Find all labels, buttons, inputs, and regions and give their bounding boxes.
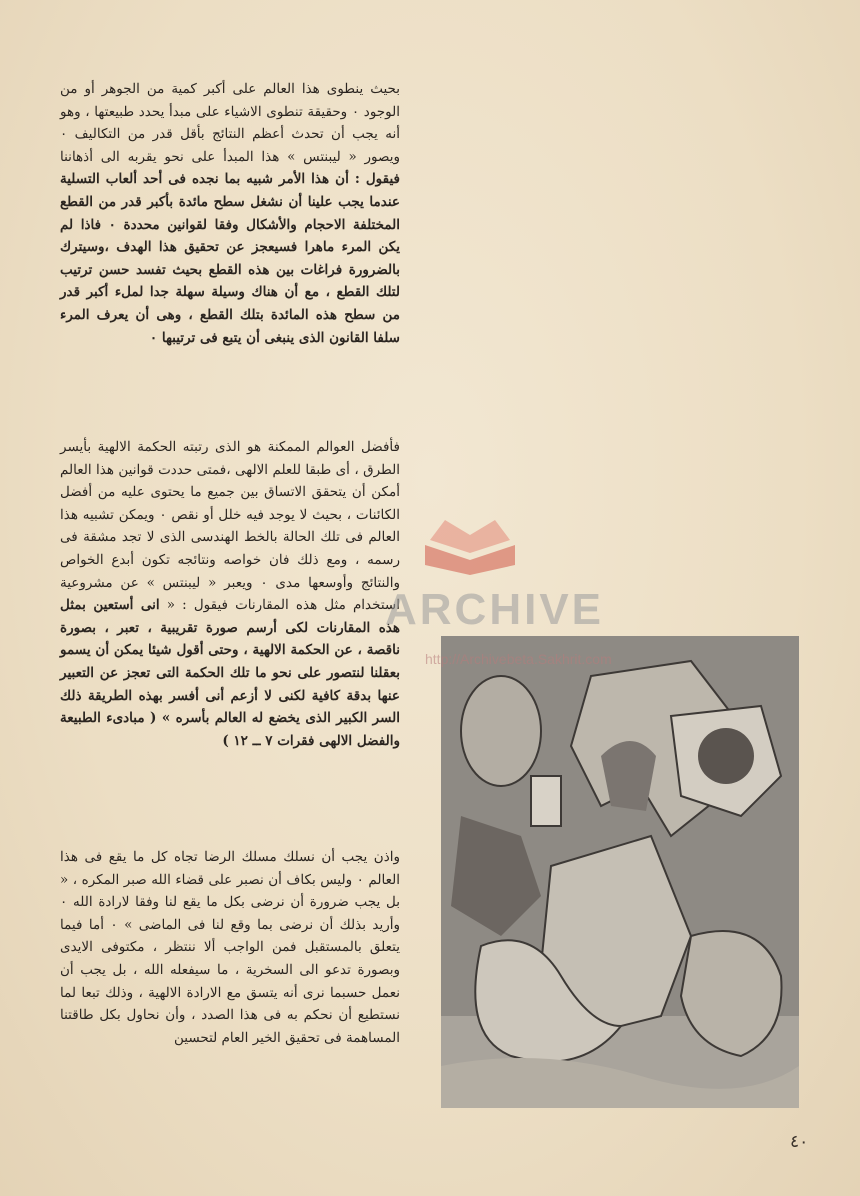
paragraph-3-text: واذن يجب أن نسلك مسلك الرضا تجاه كل ما يقع فى هذا العالم ٠ وليس بكاف أن نصبر على قضاء الله صبر المكره ، « بل يجب ضرورة أن نرضى بكل ما يقع لنا وفقا لارادة الله ٠ وأريد بذلك أن نرضى بما وقع لنا فى الماضى » ٠ أما فيما يتعلق بالمستقبل فمن الواجب ألا ننتظر ، مكتوفى الايدى وبصورة تدعو الى السخرية ، ما سيفعله الله ، بل يجب أن نعمل حسبما نرى أنه يتسق مع الارادة الالهية ، وذلك تبعا لما نستطيع أن نحكم به فى هذا الصدد ، وأن نحاول بكل طاقتنا المساهمة فى تحقيق الخير العام لتحسين [60,849,401,1046]
paragraph-3 [60,846,400,1049]
paragraph-1-bold-quote: فيقول : أن هذا الأمر شبيه بما نجده فى أحد ألعاب التسلية عندما يجب علينا أن نشغل سطح مائدة بأكبر قدر من القطع المختلفة الاحجام والأشكال وفقا لقوانين محددة ٠ فاذا لم يكن المرء ماهرا فسيعجز عن تحقيق هذا الهدف ،وسيترك بالضرورة فراغات بين هذه القطع بحيث تفسد حسن ترتيب لتلك القطع ، مع أن هناك وسيلة سهلة جدا لملء أكبر قدر من سطح هذه المائدة بتلك القطع ، وهى أن يعرف المرء سلفا القانون الذى ينبغى أن يتبع فى ترتيبها ٠ [60,171,401,346]
watermark-url: http://Archivebeta.Sakhrit.com [425,651,612,667]
paragraph-2-bold-quote: انى أستعين بمثل هذه المقارنات لكى أرسم صورة تقريبية ، تعبر ، بصورة ناقصة ، عن الحكمة الالهية ، وحتى أقول شيئا يمكن أن يسمو بعقلنا لنتصور على نحو ما تلك الحكمة التى تعجز عن التعبير عنها بدقة كافية لكنى لا أزعم أنى أفسر بهذه الطريقة ذلك السر الكبير الذى يخضع له العالم بأسره » ( مبادىء الطبيعة والفضل الالهى فقرات ٧ ــ ١٢ ) [60,597,400,749]
paragraph-1 [60,78,400,349]
paragraph-2-text: فأفضل العوالم الممكنة هو الذى رتبته الحكمة الالهية بأيسر الطرق ، أى طبقا للعلم الالهى ،فمتى حددت قوانين هذا العالم أمكن أن يتحقق الاتساق بين جميع ما يحتوى عليه من أفضل الكائنات ، بحيث لا يوجد فيه خلل أو نقص ٠ ويمكن تشبيه هذا العالم فى تلك الحالة بالخط الهندسى الذى لا تجد مشقة فى رسمه ، ومع ذلك فان خواصه ونتائجه تكون أبدع الخواص والنتائج وأوسعها مدى ٠ ويعبر « ليبنتس » عن مشروعية استخدام مثل هذه المقارنات فيقول : « [60,439,401,614]
artwork-illustration [441,636,799,1108]
archive-watermark [345,505,612,667]
paragraph-1-text: بحيث ينطوى هذا العالم على أكبر كمية من الجوهر أو من الوجود ٠ وحقيقة تنطوى الاشياء على مبدأ يحدد طبيعتها ، وهو أنه يجب أن تحدث أعظم النتائج بأقل قدر من التكاليف ٠ ويصور « ليبنتس » هذا المبدأ على نحو يقربه الى أذهاننا [60,81,400,165]
page-number: ٤٠ [790,1132,809,1152]
book-logo-icon [415,505,525,575]
watermark-text: ARCHIVE [385,585,605,634]
